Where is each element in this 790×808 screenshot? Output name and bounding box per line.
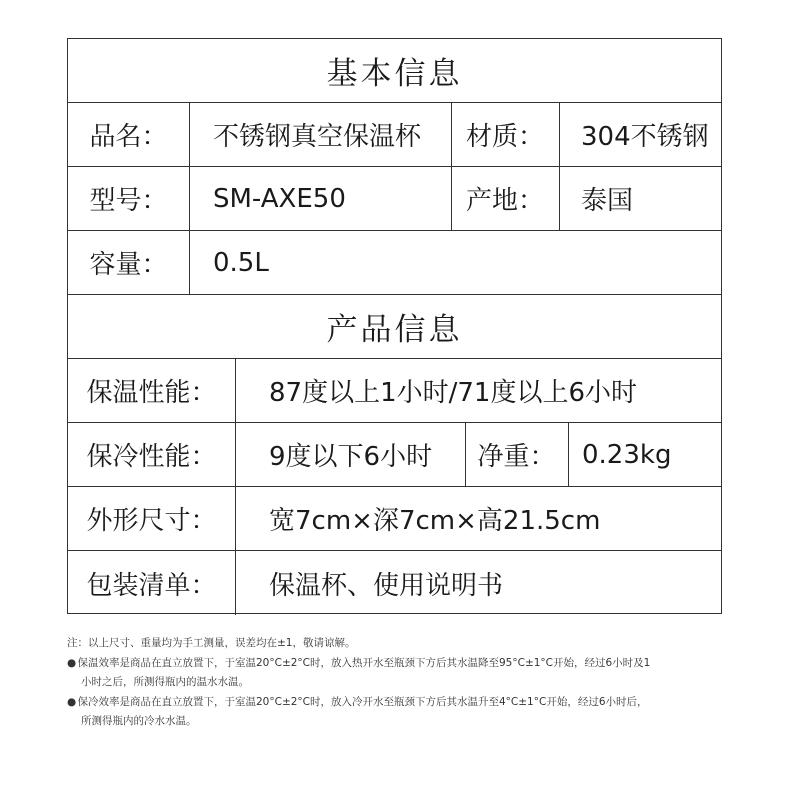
package-value: 保温杯、使用说明书 [269, 570, 504, 601]
footnotes [67, 634, 747, 732]
bullet-icon: ● [67, 656, 77, 669]
basic-info-title: 基本信息 [326, 56, 463, 92]
material-label: 材质： [465, 122, 544, 152]
package-row [68, 551, 721, 615]
name-material-row [68, 103, 721, 167]
cold-retention-label: 保冷性能： [86, 442, 217, 472]
size-row [68, 487, 721, 551]
capacity-value: 0.5L [213, 247, 269, 278]
capacity-label: 容量： [89, 250, 168, 280]
net-weight-value: 0.23kg [582, 439, 672, 470]
origin-value: 泰国 [581, 186, 634, 216]
heat-retention-value: 87度以上1小时/71度以上6小时 [269, 378, 638, 408]
model-origin-row [68, 167, 721, 231]
package-label: 包装清单： [86, 570, 217, 601]
net-weight-label: 净重： [477, 442, 556, 472]
material-value: 304不锈钢 [581, 122, 709, 152]
cold-retention-value: 9度以下6小时 [269, 442, 433, 472]
note-cold-retention [67, 693, 747, 713]
note-heat-text-2: 小时之后，所测得瓶内的温水水温。 [81, 676, 249, 688]
note-heat-retention [67, 654, 747, 674]
bullet-icon: ● [67, 695, 77, 708]
heat-retention-row [68, 359, 721, 423]
heat-retention-label: 保温性能： [86, 378, 217, 408]
size-label: 外形尺寸： [86, 506, 217, 536]
size-value: 宽7cm×深7cm×高21.5cm [269, 506, 601, 536]
note-heat-text-1: 保温效率是商品在直立放置下，于室温20°C±2°C时，放入热开水至瓶颈下方后其水温降至95°C±1°C开始，经过6小时及1 [77, 656, 651, 669]
note-cold-text-1: 保冷效率是商品在直立放置下，于室温20°C±2°C时，放入冷开水至瓶颈下方后其水温升至4°C±1°C开始，经过6小时后， [77, 695, 648, 708]
spec-table [67, 38, 722, 614]
name-value: 不锈钢真空保温杯 [213, 122, 422, 152]
model-value: SM-AXE50 [213, 183, 346, 214]
origin-label: 产地： [465, 186, 544, 216]
cold-weight-row [68, 423, 721, 487]
name-label: 品名： [89, 122, 168, 152]
note-measurement: 注：以上尺寸、重量均为手工测量，误差均在±1，敬请谅解。 [67, 637, 356, 649]
product-info-header-row [68, 295, 721, 359]
product-info-title: 产品信息 [326, 312, 463, 348]
basic-info-header-row [68, 39, 721, 103]
capacity-row [68, 231, 721, 295]
note-cold-text-2: 所测得瓶内的冷水水温。 [81, 715, 197, 727]
model-label: 型号： [89, 186, 168, 216]
